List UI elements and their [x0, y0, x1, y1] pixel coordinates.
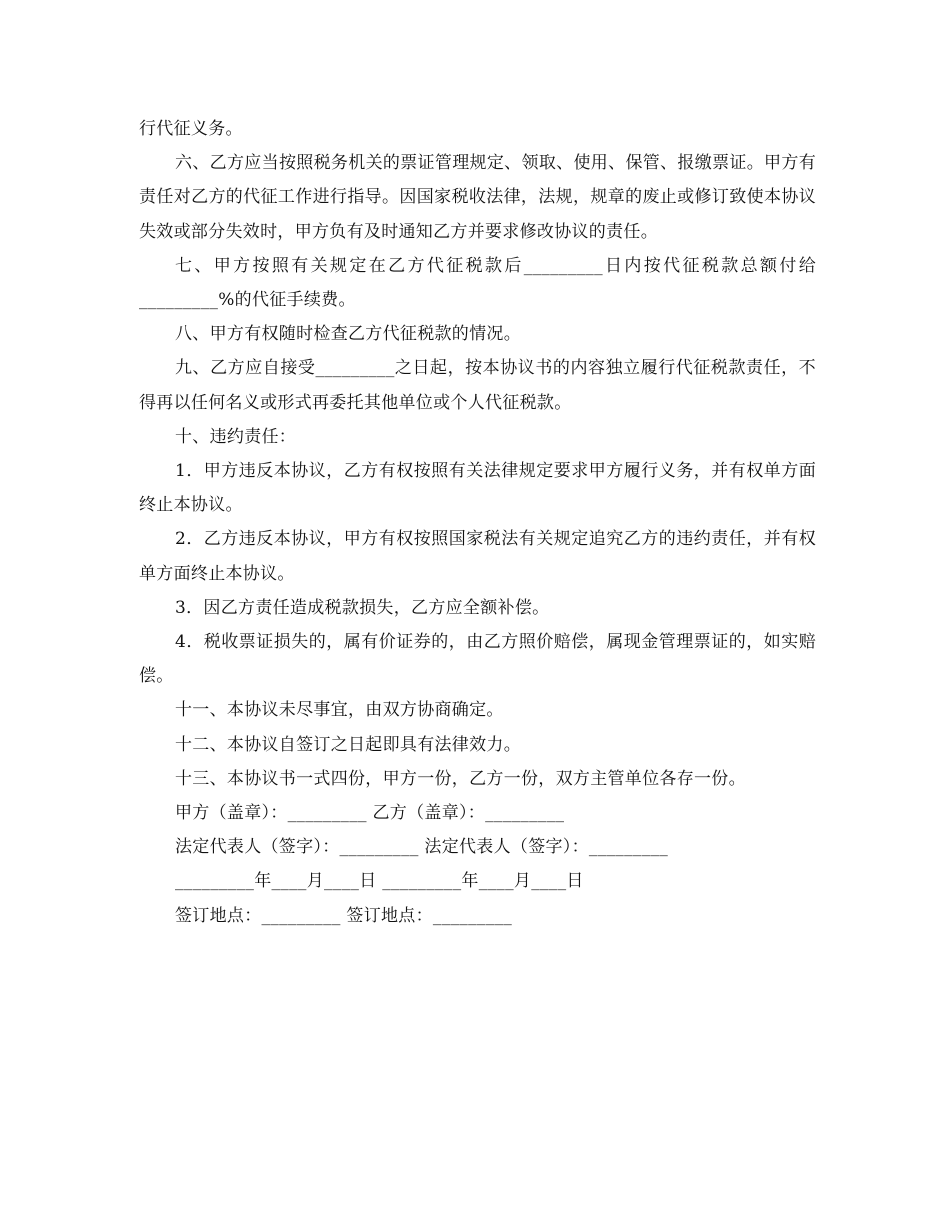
- paragraph-clause-8: 八、甲方有权随时检查乙方代征税款的情况。: [175, 324, 521, 345]
- agreement-body: [139, 112, 816, 933]
- seal-line: 甲方（盖章）：_________ 乙方（盖章）：_________: [175, 803, 565, 824]
- representative-signature-line: 法定代表人（签字）：_________ 法定代表人（签字）：_________: [175, 837, 669, 858]
- paragraph-clause-11: 十一、本协议未尽事宜，由双方协商确定。: [175, 700, 504, 721]
- paragraph-clause-9: 九、乙方应自接受_________之日起，按本协议书的内容独立履行代征税款责任，不得再以任何名义或形式再委托其他单位或个人代征税款。: [139, 358, 816, 413]
- paragraph-breach-3: 3．因乙方责任造成税款损失，乙方应全额补偿。: [175, 597, 550, 618]
- paragraph-clause-10-heading: 十、违约责任：: [175, 426, 297, 447]
- date-line: _________年____月____日 _________年____月____日: [175, 871, 584, 892]
- signing-place-line: 签订地点：_________ 签订地点：_________: [175, 905, 513, 926]
- paragraph-breach-1: 1．甲方违反本协议，乙方有权按照有关法律规定要求甲方履行义务，并有权单方面终止本协议。: [139, 461, 816, 516]
- paragraph-clause-7: 七、甲方按照有关规定在乙方代征税款后_________日内按代征税款总额付给_________%的代征手续费。: [139, 255, 816, 311]
- paragraph-breach-2: 2．乙方违反本协议，甲方有权按照国家税法有关规定追究乙方的违约责任，并有权单方面终止本协议。: [139, 529, 816, 584]
- paragraph-continuation: 行代征义务。: [139, 119, 243, 139]
- paragraph-clause-6: 六、乙方应当按照税务机关的票证管理规定、领取、使用、保管、报缴票证。甲方有责任对乙方的代征工作进行指导。因国家税收法律，法规，规章的废止或修订致使本协议失效或部分失效时，甲方负有及时通知乙方并要求修改协议的责任。: [139, 153, 816, 242]
- paragraph-clause-12: 十二、本协议自签订之日起即具有法律效力。: [175, 734, 521, 755]
- paragraph-breach-4: 4．税收票证损失的，属有价证券的，由乙方照价赔偿，属现金管理票证的，如实赔偿。: [139, 632, 816, 687]
- paragraph-clause-13: 十三、本协议书一式四份，甲方一份，乙方一份，双方主管单位各存一份。: [175, 768, 746, 789]
- signature-block: [175, 796, 816, 933]
